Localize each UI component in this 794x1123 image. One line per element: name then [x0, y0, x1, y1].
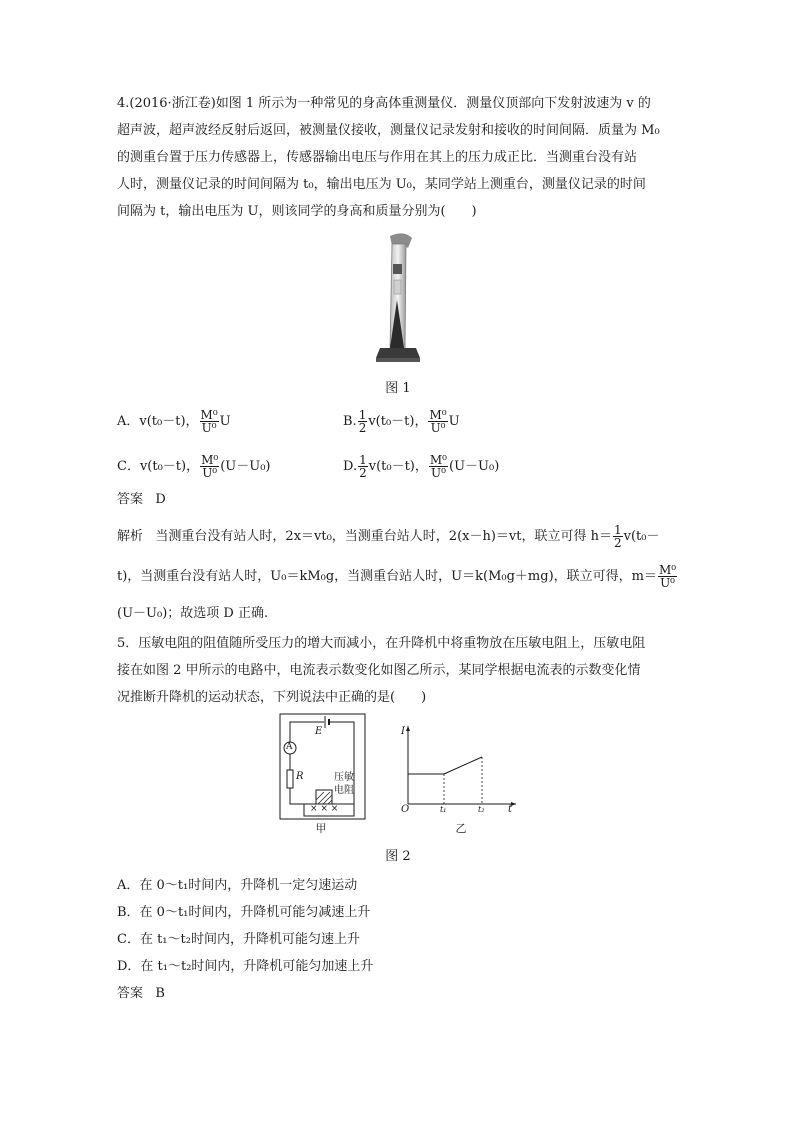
- option-d-height: v(t₀－t)，: [368, 459, 428, 474]
- q4-analysis-line-3: (U－U₀)；故选项 D 正确.: [117, 606, 269, 621]
- analysis-label: 解析: [117, 529, 144, 544]
- q4-analysis-line-2: [117, 560, 678, 594]
- option-b-numerator: M⁰: [429, 408, 447, 422]
- q4-analysis-line-1: [117, 520, 660, 554]
- q5-line-1: 5．压敏电阻的阻值随所受压力的增大而减小，在升降机中将重物放在压敏电阻上，压敏电阻: [117, 636, 646, 651]
- analysis-mass-fraction: [658, 564, 677, 589]
- q4-line-2: 超声波，超声波经反射后返回，被测量仪接收，测量仪记录发射和接收的时间间隔．质量为 M₀: [117, 123, 660, 138]
- graph-caption: 乙: [455, 822, 467, 835]
- q5-answer-label: 答案: [117, 986, 144, 1001]
- option-c-numerator: M⁰: [201, 453, 219, 467]
- option-b-height: v(t₀－t)，: [368, 414, 428, 429]
- q5-line-2: 接在如图 2 甲所示的电路中，电流表示数变化如图乙所示，某同学根据电流表的示数变化情: [117, 663, 641, 678]
- answer-label: 答案: [117, 492, 144, 507]
- option-b-half: [358, 409, 368, 434]
- option-d-half: [358, 454, 368, 479]
- current-time-graph: [398, 722, 520, 816]
- option-d-numerator: M⁰: [429, 453, 447, 467]
- option-d-label: D.: [343, 459, 358, 474]
- option-d-half-num: 1: [359, 453, 367, 467]
- analysis-half-num: 1: [614, 523, 622, 537]
- q4-option-c: [117, 450, 271, 484]
- figure-2-caption: 图 2: [385, 849, 411, 864]
- option-b-fraction: [428, 409, 447, 434]
- option-b-half-den: 2: [358, 421, 367, 435]
- analysis-mass-num: M⁰: [658, 563, 677, 577]
- option-b-label: B.: [343, 414, 357, 429]
- analysis-mass-den: U⁰: [660, 576, 675, 590]
- graph-origin-label: O: [401, 804, 410, 815]
- q4-option-b: [343, 405, 460, 439]
- analysis-text-1-tail: v(t₀－: [623, 529, 660, 544]
- q5-options: [117, 872, 682, 980]
- q4-line-4: 人时，测量仪记录的时间间隔为 t₀，输出电压为 U₀，某同学站上测重台，测量仪记录的时间: [117, 177, 646, 192]
- q4-option-a: [117, 405, 231, 439]
- option-a-label: A．: [117, 414, 140, 429]
- analysis-text-2: t)，当测重台没有站人时，U₀＝kM₀g，当测重台站人时，U＝k(M₀g＋mg)，联立可得，m＝: [117, 569, 657, 584]
- sensor-label-line-1: 压敏: [334, 772, 354, 783]
- option-a-denominator: U⁰: [201, 421, 217, 435]
- option-a-height: v(t₀－t)，: [139, 414, 199, 429]
- option-d-tail: (U－U₀): [449, 459, 500, 474]
- option-c-label: C．: [117, 459, 140, 474]
- battery-label: E: [315, 726, 323, 737]
- graph-t2-label: t₂: [478, 805, 485, 814]
- question-4-stem: [117, 90, 682, 225]
- sensor-label: [334, 771, 354, 797]
- analysis-half-den: 2: [614, 536, 622, 550]
- q5-option-a: A．在 0～t₁时间内，升降机一定匀速运动: [117, 878, 358, 893]
- sensor-label-line-2: 电阻: [334, 785, 354, 796]
- option-a-tail: U: [219, 414, 231, 429]
- option-a-fraction: [200, 409, 219, 434]
- graph-y-axis-label: I: [401, 726, 405, 737]
- q4-line-5: 间隔为 t，输出电压为 U，则该同学的身高和质量分别为( ): [117, 204, 477, 219]
- q4-line-1: 4.(2016·浙江卷)如图 1 所示为一种常见的身高体重测量仪．测量仪顶部向下发射波速为 v 的: [117, 96, 651, 111]
- resistor-label: R: [296, 771, 304, 782]
- q4-answer: [117, 486, 166, 513]
- q5-option-b: B．在 0～t₁时间内，升降机可能匀减速上升: [117, 905, 371, 920]
- graph-t1-label: t₁: [440, 805, 447, 814]
- q5-answer-value: B: [155, 986, 165, 1001]
- option-d-denominator: U⁰: [430, 466, 446, 480]
- circuit-caption: 甲: [315, 822, 327, 835]
- option-a-numerator: M⁰: [200, 408, 218, 422]
- q5-answer: [117, 980, 165, 1007]
- option-d-fraction: [429, 454, 448, 479]
- q4-line-3: 的测重台置于压力传感器上，传感器输出电压与作用在其上的压力成正比．当测重台没有站: [117, 150, 638, 165]
- option-c-tail: (U－U₀): [220, 459, 271, 474]
- figure-1-caption: 图 1: [385, 381, 411, 396]
- option-d-half-den: 2: [359, 466, 367, 480]
- analysis-half: [613, 524, 623, 549]
- graph-x-axis-label: t: [508, 804, 513, 815]
- ammeter-label: A: [286, 742, 293, 752]
- option-c-fraction: [200, 454, 219, 479]
- option-b-denominator: U⁰: [430, 421, 446, 435]
- option-c-denominator: U⁰: [202, 466, 218, 480]
- q5-line-3: 况推断升降机的运动状态，下列说法中正确的是( ): [117, 690, 427, 705]
- answer-value: D: [155, 492, 166, 507]
- base-crosses: × × ×: [310, 804, 339, 814]
- option-c-height: v(t₀－t)，: [139, 459, 200, 474]
- q5-option-c: C．在 t₁～t₂时间内，升降机可能匀速上升: [117, 932, 360, 947]
- option-b-tail: U: [448, 414, 460, 429]
- question-5-stem: [117, 630, 682, 711]
- q4-option-d: [343, 450, 499, 484]
- q5-option-d: D．在 t₁～t₂时间内，升降机可能匀加速上升: [117, 959, 374, 974]
- option-b-half-num: 1: [358, 408, 367, 422]
- analysis-text-1: 当测重台没有站人时，2x＝vt₀，当测重台站人时，2(x－h)＝vt，联立可得 h＝: [155, 529, 612, 544]
- height-weight-meter-image: [368, 230, 428, 365]
